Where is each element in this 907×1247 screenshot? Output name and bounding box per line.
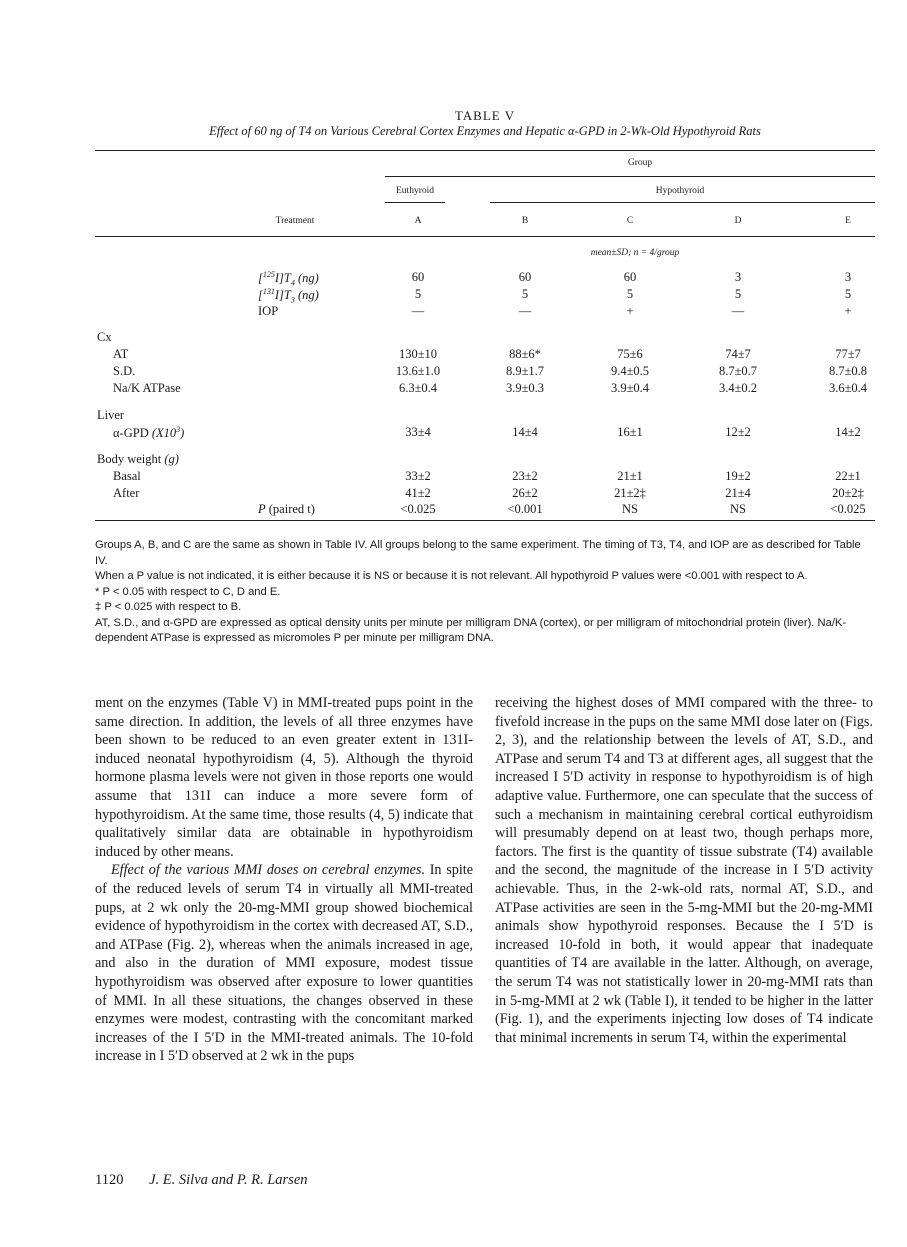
cell: 21±1 — [617, 469, 643, 483]
column-header-a: A — [414, 216, 422, 226]
cell: 16±1 — [617, 425, 643, 439]
hypothyroid-rule — [490, 202, 875, 203]
treatment-header: Treatment — [275, 216, 315, 226]
row-label-gpd: α-GPD $(X10^3)$ — [113, 425, 185, 441]
table-top-rule — [95, 150, 875, 151]
cell: 33±2 — [405, 469, 431, 483]
cell: 8.7±0.7 — [718, 364, 758, 378]
cell: 13.6±1.0 — [395, 364, 441, 378]
cell: + — [626, 304, 634, 318]
section-heading: Effect of the various MMI doses on cerebral enzymes. — [111, 862, 425, 879]
authors: J. E. Silva and P. R. Larsen — [149, 1172, 308, 1188]
cell: 20±2‡ — [832, 486, 864, 500]
cell: 14±2 — [835, 425, 861, 439]
cell: 3.6±0.4 — [828, 381, 868, 395]
header-bottom-rule — [95, 236, 875, 237]
cell: 26±2 — [512, 486, 538, 500]
stats-note: mean±SD; n = 4/group — [590, 248, 680, 258]
row-label-p: P (paired t) — [258, 502, 315, 516]
paragraph: ment on the enzymes (Table V) in MMI-treated pups point in the same direction. In addition, the levels of all three enzymes have been shown to be reduced to an even greater extent in 131I-induced neonatal hypothyroidism (4, 5). Although the thyroid hormone plasma levels were not given in those reports one would assume that 131I can induce a more severe form of hypothyroidism. At the same time, those results (4, 5) indicate that qualitatively similar data are obtainable in hypothyroidism induced by other means. — [95, 695, 473, 860]
left-column — [95, 694, 473, 1066]
paragraph: receiving the highest doses of MMI compared with the three- to fivefold increase in the pups on the same MMI dose later on (Figs. 2, 3), and the relationship between the levels of AT, S.D., and ATPase and serum T4 and T3 at different ages, all suggest that the increased I 5′D activity in response to hypothyroidism is of high adaptive value. Furthermore, one can speculate that the success of such a mechanism in maintaining cerebral cortical euthyroidism will presumably depend on at least two, though perhaps more, factors. The first is the quantity of tissue substrate (T4) available and the second, the magnitude of the increase in I 5′D activity achievable. Thus, in the 2-wk-old rats, normal AT, S.D., and ATPase activities are seen in the 5-mg-MMI but the 20-mg-MMI animals show hypothyroid responses. Because the I 5′D is increased 10-fold in both, it would appear that inadequate quantities of T4 are available in the latter. Although, on average, the serum T4 was not statistically lower in 20-mg-MMI rats than in 5-mg-MMI at 2 wk (Table I), it tended to be higher in the latter (Fig. 1), and the experiments injecting low doses of T4 indicate that minimal increments in serum T4, within the experimental — [495, 695, 873, 1046]
cell: 60 — [518, 270, 532, 284]
column-header-b: B — [521, 216, 529, 226]
table-note: AT, S.D., and α-GPD are expressed as optical density units per minute per milligram DNA (cortex), or per milligram of mitochondrial protein (liver). Na/K-dependent ATPase is expressed as micromoles P per minute per milligram DNA. — [95, 616, 847, 644]
table-notes — [95, 538, 875, 647]
cell: — — [731, 304, 745, 318]
column-header-c: C — [626, 216, 634, 226]
cell: NS — [730, 502, 746, 516]
cell: 9.4±0.5 — [610, 364, 650, 378]
cell: 21±2‡ — [614, 486, 646, 500]
table-caption: Effect of 60 ng of T4 on Various Cerebral Cortex Enzymes and Hepatic α-GPD in 2-Wk-Old Hypothyroid Rats — [209, 124, 761, 138]
section-label-cx: Cx — [97, 330, 112, 344]
row-label-t3: $[^{131}I]T_3$ (ng) — [258, 287, 319, 305]
row-label-at: AT — [113, 347, 129, 361]
cell: 14±4 — [512, 425, 538, 439]
cell: 130±10 — [398, 347, 438, 361]
cell: <0.001 — [507, 502, 543, 516]
cell: 5 — [844, 287, 852, 301]
hypothyroid-header: Hypothyroid — [655, 186, 705, 196]
cell: NS — [622, 502, 638, 516]
cell: 88±6* — [509, 347, 541, 361]
column-header-e: E — [845, 216, 851, 226]
cell: 12±2 — [725, 425, 751, 439]
cell: 3 — [734, 270, 742, 284]
page-number: 1120 — [95, 1172, 124, 1188]
row-label-atpase: Na/K ATPase — [113, 381, 181, 395]
paragraph-text: In spite of the reduced levels of serum T4 in virtually all MMI-treated pups, at 2 wk only the 20-mg-MMI group showed biochemical evidence of hypothyroidism in the cortex with decreased AT, S.D., and ATPase (Fig. 2), whereas when the animals increased in age, and also in the duration of MMI exposure, modest tissue hypothyroidism was observed after exposure to lower quantities of MMI. In all these situations, the changes observed in these enzymes were modest, contrasting with the concomitant marked increases of the I 5′D in the MMI-treated animals. The 10-fold increase in I 5′D observed at 2 wk in the pups — [95, 862, 474, 1065]
row-label-after: After — [113, 486, 140, 500]
cell: 5 — [626, 287, 634, 301]
table-note: When a P value is not indicated, it is either because it is NS or because it is not relevant. All hypothyroid P values were <0.001 with respect to A. — [95, 570, 808, 582]
row-label-sd: S.D. — [113, 364, 136, 378]
cell: 8.7±0.8 — [828, 364, 868, 378]
cell: <0.025 — [400, 502, 436, 516]
group-header: Group — [627, 158, 653, 168]
cell: 6.3±0.4 — [398, 381, 438, 395]
right-column — [495, 694, 873, 1047]
cell: 33±4 — [405, 425, 431, 439]
cell: 60 — [411, 270, 425, 284]
cell: 41±2 — [405, 486, 431, 500]
table-note: * P < 0.05 with respect to C, D and E. — [95, 585, 281, 598]
cell: 22±1 — [835, 469, 861, 483]
table-title: TABLE V — [454, 108, 516, 123]
cell: 19±2 — [725, 469, 751, 483]
cell: 3 — [844, 270, 852, 284]
cell: 3.9±0.3 — [505, 381, 545, 395]
section-label-liver: Liver — [97, 408, 125, 422]
euthyroid-header: Euthyroid — [396, 186, 434, 196]
cell: 5 — [521, 287, 529, 301]
cell: 60 — [623, 270, 637, 284]
cell: — — [411, 304, 425, 318]
cell: 3.9±0.4 — [610, 381, 650, 395]
cell: 8.9±1.7 — [505, 364, 545, 378]
cell: 23±2 — [512, 469, 538, 483]
row-label-t4: $[^{125}I]T_4$ (ng) — [258, 270, 319, 288]
page-footer — [95, 1172, 308, 1189]
cell: 74±7 — [725, 347, 751, 361]
cell: 21±4 — [725, 486, 751, 500]
table-note: Groups A, B, and C are the same as shown in Table IV. All groups belong to the same experiment. The timing of T3, T4, and IOP are as described for Table IV. — [95, 539, 861, 567]
cell: — — [518, 304, 532, 318]
row-label-basal: Basal — [113, 469, 141, 483]
column-header-d: D — [734, 216, 742, 226]
cell: 5 — [414, 287, 422, 301]
cell: 75±6 — [617, 347, 643, 361]
table-note: ‡ P < 0.025 with respect to B. — [95, 601, 242, 613]
section-label-body-weight: Body weight (g) — [97, 452, 179, 466]
table-bottom-rule — [95, 520, 875, 521]
group-rule — [385, 176, 875, 177]
cell: + — [844, 304, 852, 318]
cell: 5 — [734, 287, 742, 301]
paragraph — [95, 861, 473, 1066]
row-label-iop: IOP — [258, 304, 279, 318]
euthyroid-rule — [385, 202, 445, 203]
cell: 77±7 — [835, 347, 861, 361]
cell: <0.025 — [830, 502, 866, 516]
cell: 3.4±0.2 — [718, 381, 758, 395]
